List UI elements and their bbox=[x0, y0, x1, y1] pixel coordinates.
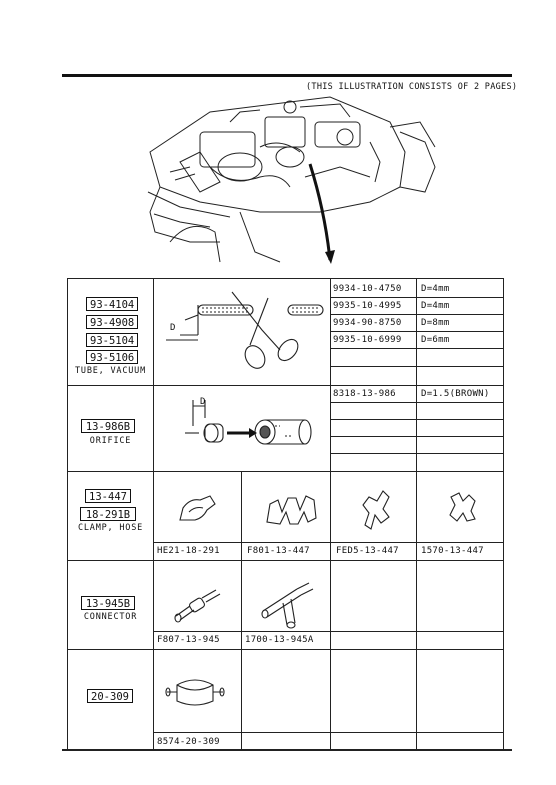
partno-divider bbox=[153, 631, 504, 632]
group-label: ORIFICE bbox=[89, 436, 132, 446]
subrow-divider bbox=[330, 436, 504, 437]
subrow-divider bbox=[330, 331, 504, 332]
top-rule bbox=[62, 74, 512, 77]
group-code-box: 13-986B bbox=[81, 419, 135, 433]
dimension-label: D bbox=[200, 397, 206, 407]
part-number: HE21-18-291 bbox=[157, 546, 220, 556]
subrow-divider bbox=[330, 419, 504, 420]
engine-bay-illustration bbox=[140, 92, 440, 267]
group-code-box: 13-945B bbox=[81, 596, 135, 610]
group-code-box: 93-5106 bbox=[86, 350, 138, 364]
part-number: F807-13-945 bbox=[157, 635, 220, 645]
clamp-illustration bbox=[175, 490, 220, 530]
group-code-box: 93-5104 bbox=[86, 333, 138, 347]
group-label: TUBE, VACUUM bbox=[74, 366, 146, 376]
part-number: 1700-13-945A bbox=[245, 635, 314, 645]
row-divider bbox=[67, 471, 504, 472]
partno-divider bbox=[153, 542, 504, 543]
part-spec: D=1.5(BROWN) bbox=[421, 389, 490, 399]
page-note: (THIS ILLUSTRATION CONSISTS OF 2 PAGES) bbox=[306, 82, 518, 92]
subrow-divider bbox=[330, 314, 504, 315]
part-spec: D=8mm bbox=[421, 318, 450, 328]
clamp-illustration bbox=[355, 485, 395, 535]
group-code-box: 18-291B bbox=[80, 507, 136, 521]
part-spec: D=4mm bbox=[421, 284, 450, 294]
row-divider bbox=[67, 560, 504, 561]
damper-valve-illustration bbox=[165, 673, 225, 711]
part-number: 8574-20-309 bbox=[157, 737, 220, 747]
subrow-divider bbox=[330, 348, 504, 349]
orifice-illustration bbox=[185, 396, 325, 456]
subrow-divider bbox=[330, 453, 504, 454]
clamp-illustration bbox=[262, 490, 322, 530]
table-frame-top bbox=[67, 278, 504, 279]
table-frame-left bbox=[67, 278, 68, 750]
group-code-box: 93-4908 bbox=[86, 315, 138, 329]
part-number: FED5-13-447 bbox=[336, 546, 399, 556]
part-spec: D=6mm bbox=[421, 335, 450, 345]
part-number: 9935-10-4995 bbox=[333, 301, 402, 311]
part-number: 9935-10-6999 bbox=[333, 335, 402, 345]
table-bottom-rule bbox=[62, 749, 512, 751]
part-number: 1570-13-447 bbox=[421, 546, 484, 556]
part-number: 9934-90-8750 bbox=[333, 318, 402, 328]
group-code-box: 93-4104 bbox=[86, 297, 138, 311]
subrow-divider bbox=[330, 297, 504, 298]
dimension-label: D bbox=[170, 323, 176, 333]
row-divider bbox=[67, 649, 504, 650]
table-col-divider-mid bbox=[241, 471, 242, 750]
part-spec: D=4mm bbox=[421, 301, 450, 311]
partno-divider bbox=[153, 732, 504, 733]
group-code-box: 20-309 bbox=[87, 689, 133, 703]
row-divider bbox=[67, 385, 504, 386]
table-col-divider-1 bbox=[153, 278, 154, 750]
group-code-box: 13-447 bbox=[85, 489, 131, 503]
subrow-divider bbox=[330, 402, 504, 403]
subrow-divider bbox=[330, 366, 504, 367]
part-number: F801-13-447 bbox=[247, 546, 310, 556]
part-number: 9934-10-4750 bbox=[333, 284, 402, 294]
clamp-illustration bbox=[445, 487, 480, 527]
part-number: 8318-13-986 bbox=[333, 389, 396, 399]
tube-scissors-illustration bbox=[160, 290, 325, 375]
straight-connector-illustration bbox=[172, 588, 222, 620]
group-label: CONNECTOR bbox=[83, 612, 138, 622]
tee-connector-illustration bbox=[257, 575, 317, 630]
group-label: CLAMP, HOSE bbox=[77, 523, 144, 533]
